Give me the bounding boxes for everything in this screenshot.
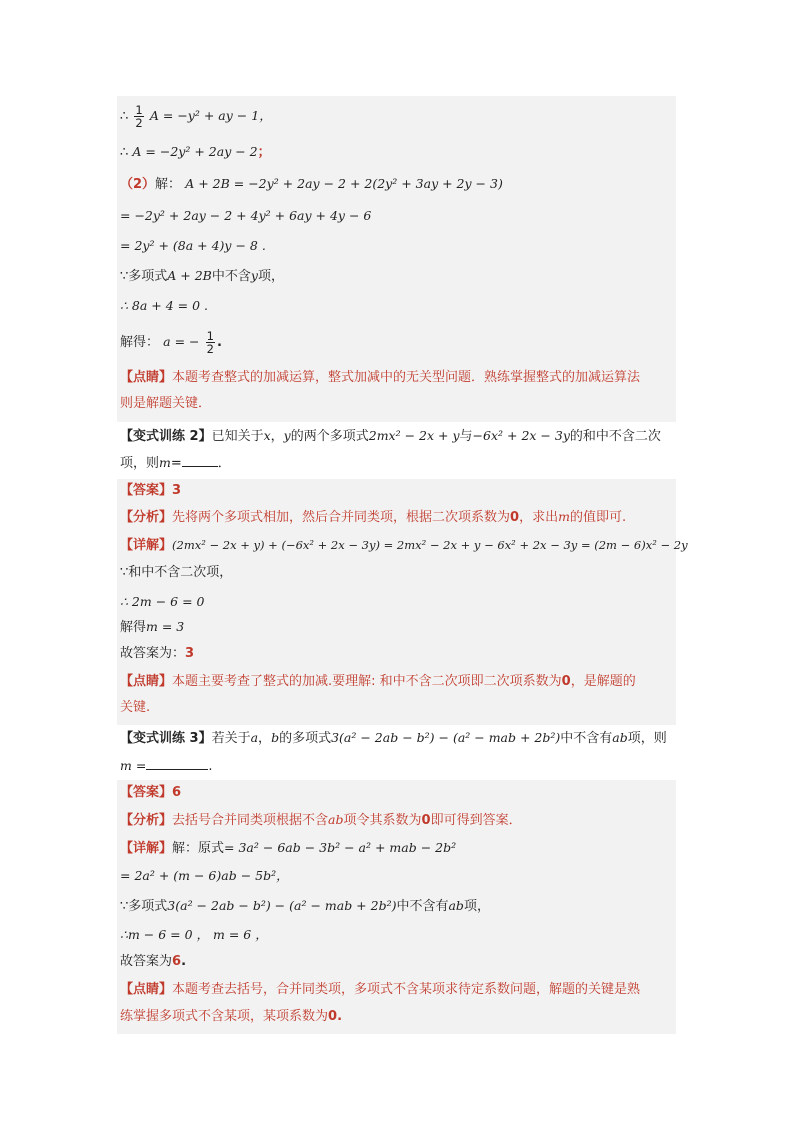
line-equation: ∴ 8a + 4 = 0 . xyxy=(120,298,209,313)
exercise2-answer: 【答案】3 xyxy=(120,483,182,498)
exercise3-detail-4: ∴m − 6 = 0 ， m = 6 ， xyxy=(120,927,268,942)
line-condition: ∵多项式A + 2B中不含y项， xyxy=(120,268,284,284)
exercise3-answer: 【答案】6 xyxy=(120,785,182,800)
exercise3-detail-3: ∵多项式3(a² − 2ab − b²) − (a² − mab + 2b²)中不含有ab项， xyxy=(120,898,490,914)
fraction-half-2: $\frac{1}{2}$ xyxy=(206,329,214,356)
exercise3-question-2: m = . xyxy=(120,755,212,777)
fraction-half: $\frac{1}{2}$ xyxy=(135,103,143,130)
exercise2-note-2: 关键. xyxy=(120,700,151,715)
answer-blank[interactable] xyxy=(182,452,218,467)
line-a-result: ∴ A = −2y² + 2ay − 2； xyxy=(120,144,271,160)
exercise2-question-1: 【变式训练 2】已知关于x，y的两个多项式2mx² − 2x + y与−6x² + 2x − 3y的和中不含二次 xyxy=(120,428,661,444)
exercise2-question-2: 项，则m= ． xyxy=(120,452,231,474)
exercise2-note-1: 【点睛】本题主要考查了整式的加减.要理解: 和中不含二次项即二次项系数为0，是解题的 xyxy=(120,674,636,689)
exercise3-note-1: 【点睛】本题考查去括号，合并同类项，多项式不含某项求待定系数问题，解题的关键是熟 xyxy=(120,982,641,997)
line-expand: = −2y² + 2ay − 2 + 4y² + 6ay + 4y − 6 xyxy=(120,208,372,223)
exercise3-question-1: 【变式训练 3】若关于a，b的多项式3(a² − 2ab − b²) − (a² − mab + 2b²)中不含有ab项，则 xyxy=(120,730,667,746)
exercise2-detail-3: ∴ 2m − 6 = 0 xyxy=(120,594,205,609)
exercise3-detail: 【详解】解：原式= 3a² − 6ab − 3b² − a² + mab − 2b² xyxy=(120,840,457,856)
exercise3-analysis: 【分析】去括号合并同类项根据不含ab项令其系数为0即可得到答案． xyxy=(120,812,522,828)
line-simplify: = 2y² + (8a + 4)y − 8 . xyxy=(120,238,266,253)
line-half-a: ∴ $\frac{1}{2}$ A = −y² + ay − 1， xyxy=(120,103,272,130)
exercise3-detail-2: = 2a² + (m − 6)ab − 5b²， xyxy=(120,868,289,883)
exercise2-detail-2: ∵和中不含二次项， xyxy=(120,565,233,580)
exercise3-detail-5: 故答案为6. xyxy=(120,954,187,969)
exercise2-detail-5: 故答案为：3 xyxy=(120,646,195,661)
line-part2: （2）解： A + 2B = −2y² + 2ay − 2 + 2(2y² + 3ay + 2y − 3) xyxy=(120,176,503,192)
line-note-2: 则是解题关键． xyxy=(120,396,212,411)
line-note-1: 【点睛】本题考查整式的加减运算，整式加减中的无关型问题．熟练掌握整式的加减运算法 xyxy=(120,370,641,385)
answer-blank-3[interactable] xyxy=(146,755,208,770)
exercise3-note-2: 练掌握多项式不含某项，某项系数为0. xyxy=(120,1009,343,1024)
exercise2-detail: 【详解】(2mx² − 2x + y) + (−6x² + 2x − 3y) = 2mx² − 2x + y − 6x² + 2x − 3y = (2m − 6)x² − 2y xyxy=(120,538,688,553)
line-solve-a: 解得： a = − $\frac{1}{2}$ . xyxy=(120,329,222,356)
exercise2-analysis: 【分析】先将两个多项式相加，然后合并同类项，根据二次项系数为0，求出m的值即可. xyxy=(120,509,627,525)
exercise2-detail-4: 解得m = 3 xyxy=(120,619,185,635)
